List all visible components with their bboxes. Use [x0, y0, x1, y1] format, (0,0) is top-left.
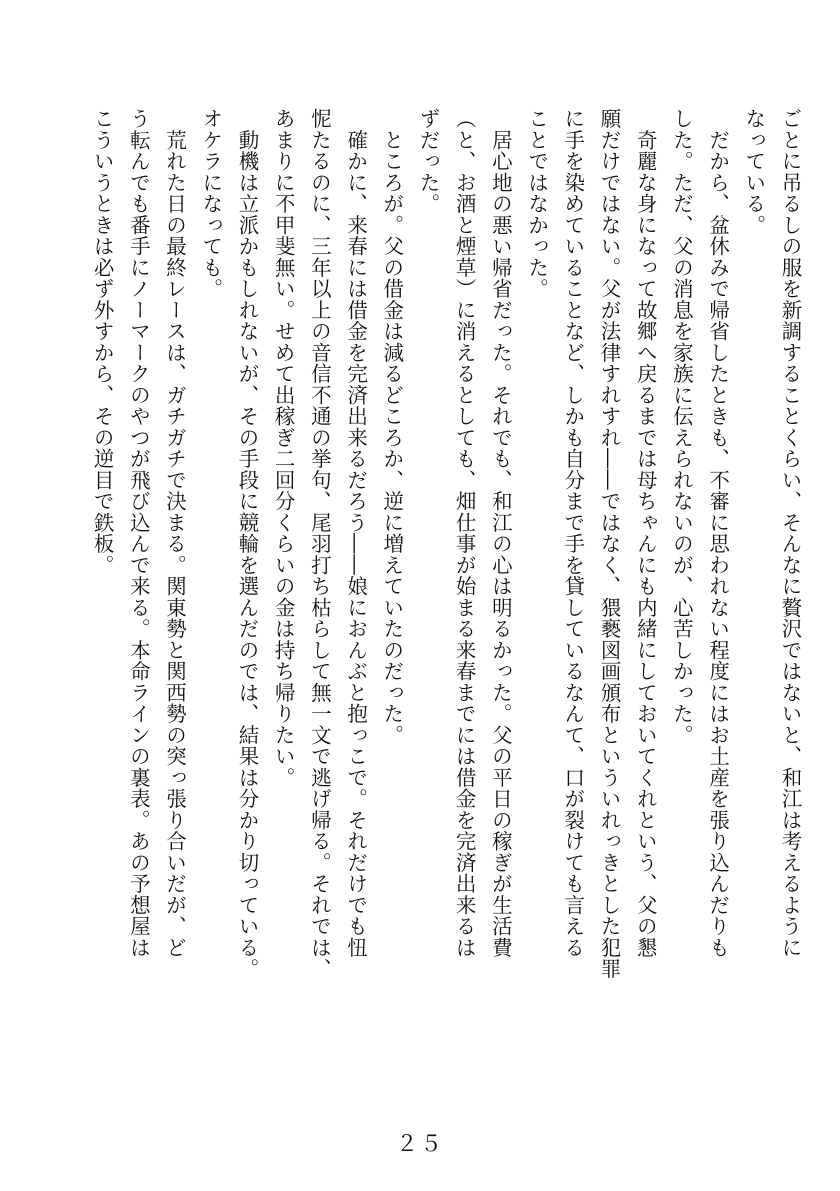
text-line: 居心地の悪い帰省だった。それでも、和江の心は明るかった。父の平日の稼ぎが生活費	[488, 108, 513, 958]
vertical-text-body	[18, 108, 808, 1108]
text-line: した。ただ、父の消息を家族に伝えられないのが、心苦しかった。	[669, 108, 694, 746]
text-line: に手を染めていることなど、しかも自分まで手を貸しているなんて、口が裂けても言える	[560, 108, 585, 958]
text-line: 怩たるのに、三年以上の音信不通の挙句、尾羽打ち枯らして無一文で逃げ帰る。それでは、	[307, 108, 332, 980]
text-line: こういうときは必ず外すから、その逆目で鉄板。	[90, 108, 115, 576]
text-line: だから、盆休みで帰省したときも、不審に思われない程度にはお土産を張り込んだりも	[705, 108, 730, 958]
text-line: 奇麗な身になって故郷へ戻るまでは母ちゃんにも内緒にしておいてくれという、父の懇	[633, 108, 658, 958]
text-line: なっている。	[741, 108, 766, 236]
page-number: ２５	[395, 1132, 444, 1157]
text-line: 願だけではない。父が法律すれすれ――ではなく、猥褻図画頒布といういれっきとした犯罪	[596, 108, 621, 980]
text-line: ことではなかった。	[524, 108, 549, 300]
text-line: 動機は立派かもしれないが、その手段に競輪を選んだのでは、結果は分かり切っている。	[234, 108, 259, 980]
text-line: オケラになっても。	[198, 108, 223, 300]
text-line: ところが。父の借金は減るどころか、逆に増えていたのだった。	[379, 108, 404, 746]
text-line: あまりに不甲斐無い。せめて出稼ぎ二回分くらいの金は持ち帰りたい。	[271, 108, 296, 788]
text-line: 荒れた日の最終レースは、ガチガチで決まる。関東勢と関西勢の突っ張り合いだが、ど	[162, 108, 187, 958]
text-line: ずだった。	[415, 108, 440, 215]
text-line: 確かに、来春には借金を完済出来るだろう――娘におんぶと抱っこで。それだけでも忸	[343, 108, 368, 958]
text-line: （と、お酒と煙草）に消えるとしても、畑仕事が始まる来春までには借金を完済出来るは	[452, 108, 477, 958]
text-line: う転んでも番手にノーマークのやつが飛び込んで来る。本命ラインの裏表。あの予想屋は	[126, 108, 151, 958]
text-line: ごとに吊るしの服を新調することくらい、そんなに贅沢ではないと、和江は考えるように	[778, 108, 802, 958]
